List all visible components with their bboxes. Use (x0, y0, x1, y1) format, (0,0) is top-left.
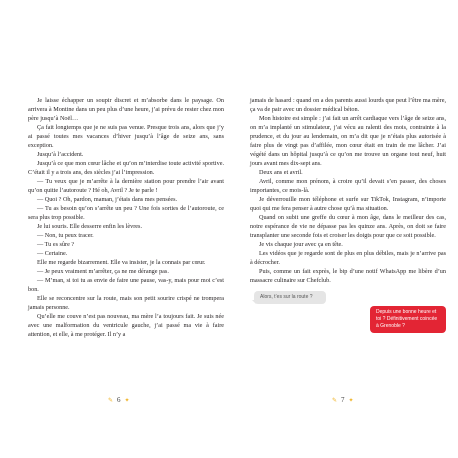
page-number: 6 (117, 396, 121, 404)
paragraph: — Tu veux que je m’arrête à la dernière station pour prendre l’air avant qu’on quitte l’autoroute ? Hé oh, Avril ? Je te parle ! (28, 178, 224, 194)
sparkle-icon: ✦ (348, 397, 354, 404)
paragraph: Avril, comme mon prénom, à croire qu’il devait s’en passer, des choses importantes, ce mois-là. (250, 178, 446, 194)
paragraph: — Certaine. (37, 250, 68, 257)
sparkle-icon: ✦ (124, 397, 130, 404)
paragraph: Puis, comme un fait exprès, le bip d’une notif WhatsApp me libère d’un massacre culinaire sur Chefclub. (250, 268, 446, 284)
paragraph: — Tu es sûre ? (37, 241, 75, 248)
right-page (250, 96, 446, 355)
paragraph: Mon histoire est simple : j’ai fait un arrêt cardiaque vers l’âge de seize ans, on m’a implanté un stimulateur, j’ai vécu au ralenti des mois, contrainte à la prudence, et du jour au lendemain, on m’a dit que je n’étais plus autorisée à faire plus de vingt pas d’affilée, mon cœur était en train de me lâcher. J’ai végété dans un hôpital jusqu’à ce qu’on me trouve un organe tout neuf, huit jours avant mes dix-sept ans. (250, 115, 446, 167)
paragraph: Je vis chaque jour avec ça en tête. (259, 241, 343, 248)
paragraph: Ça fait longtemps que je ne suis pas venue. Presque trois ans, alors que j’y ai passé toutes mes vacances d’hiver jusqu’à l’âge de seize ans, sans exception. (28, 124, 224, 149)
page-number: 7 (341, 396, 345, 404)
paragraph: Je laisse échapper un soupir discret et m’absorbe dans le paysage. On arrivera à Montine dans un peu plus d’une heure, j’ai prévu de rester chez mon père jusqu’à Noël… (28, 97, 224, 122)
pencil-mark-icon: ✎ (332, 397, 338, 404)
received-message-bubble: Alors, t’es sur la route ? (254, 291, 326, 304)
paragraph: Je lui souris. Elle desserre enfin les lèvres. (37, 223, 142, 230)
paragraph: — Je peux vraiment m’arrêter, ça ne me dérange pas. (37, 268, 169, 275)
paragraph: Jusqu’à ce que mon cœur lâche et qu’on m’interdise toute activité sportive. C’était il y a trois ans, des siècles j’ai l’impression. (28, 160, 224, 176)
page-number-left (108, 396, 130, 404)
paragraph: jamais de hasard : quand on a des parents aussi lourds que peut l’être ma mère, ça va de pair avec un dossier médical béton. (250, 97, 446, 113)
paragraph: Deux ans et avril. (259, 169, 303, 176)
paragraph: Jusqu’à l’accident. (37, 151, 84, 158)
paragraph: — Quoi ? Oh, pardon, maman, j’étais dans mes pensées. (37, 196, 178, 203)
sent-message-bubble: Depuis une bonne heure et toi ? Définitivement coincée à Grenoble ? (370, 306, 446, 333)
paragraph: Qu’elle me couve n’est pas nouveau, ma mère l’a toujours fait. Je suis née avec une malformation du ventricule gauche, j’ai passé ma vie à faire attention, et elle, à me protéger. Il n’y a (28, 313, 224, 338)
paragraph: — Non, tu peux tracer. (37, 232, 94, 239)
left-page (28, 96, 224, 339)
paragraph: Elle se reconcentre sur la route, mais son petit sourire crispé ne trompera jamais personne. (28, 295, 224, 311)
chat-messages (250, 291, 446, 355)
page-number-right (332, 396, 354, 404)
paragraph: Les vidéos que je regarde sont de plus en plus débiles, mais je n’arrive pas à décrocher. (250, 250, 446, 266)
pencil-mark-icon: ✎ (108, 397, 114, 404)
paragraph: Quand on subit une greffe du cœur à mon âge, dans le meilleur des cas, notre espérance de vie ne dépasse pas les quinze ans. Après, on doit se faire transplanter une seconde fois et croiser les doigts pour que ce soit possible. (250, 214, 446, 239)
paragraph: — Tu as besoin qu’on s’arrête un peu ? Une fois sorties de l’autoroute, ce sera plus trop possible. (28, 205, 224, 221)
paragraph: — M’man, si toi tu as envie de faire une pause, vas-y, mais pour moi c’est bon. (28, 277, 224, 293)
paragraph: Elle me regarde bizarrement. Elle va insister, je la connais par cœur. (37, 259, 206, 266)
bubble-tail (442, 326, 446, 330)
paragraph: Je déverrouille mon téléphone et surfe sur TikTok, Instagram, n’importe quoi qui me fera penser à autre chose qu’à ma situation. (250, 196, 446, 212)
